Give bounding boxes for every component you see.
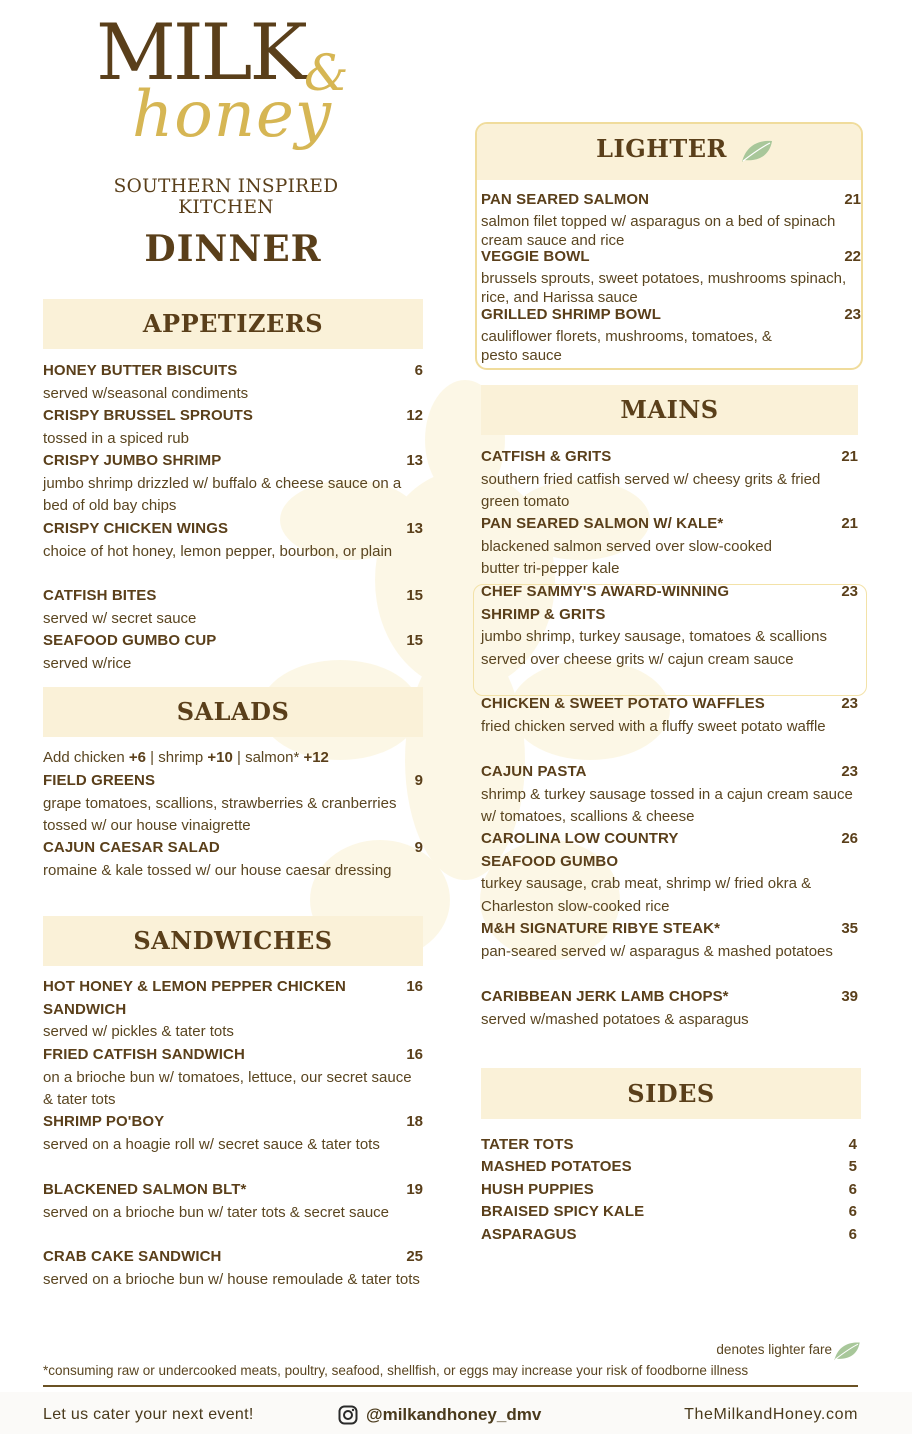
- item-price: 13: [406, 520, 423, 537]
- item-price: 6: [414, 362, 423, 379]
- menu-item: [481, 1156, 857, 1179]
- item-name: GRILLED SHRIMP BOWL: [481, 306, 661, 323]
- menu-title: DINNER: [144, 228, 322, 270]
- menu-item: [481, 761, 861, 829]
- item-desc: choice of hot honey, lemon pepper, bourbon, or plain: [43, 542, 393, 560]
- item-name: CATFISH BITES: [43, 587, 157, 604]
- item-name: CATFISH & GRITS: [481, 448, 612, 465]
- item-price: 23: [841, 763, 858, 780]
- lighter-title: LIGHTER: [596, 134, 727, 163]
- catering-text: Let us cater your next event!: [43, 1406, 254, 1423]
- item-desc: served w/seasonal condiments: [43, 384, 249, 402]
- website-link[interactable]: TheMilkandHoney.com: [684, 1406, 858, 1423]
- item-name: HUSH PUPPIES: [481, 1181, 594, 1198]
- menu-item: [43, 360, 423, 405]
- item-price: 26: [841, 830, 858, 847]
- item-name: CAROLINA LOW COUNTRY SEAFOOD GUMBO: [481, 830, 679, 870]
- logo-honey: honey: [132, 78, 332, 152]
- instagram-icon: [338, 1405, 358, 1425]
- item-price: 23: [841, 583, 858, 600]
- menu-item: [481, 1224, 857, 1247]
- menu-item: [43, 976, 423, 1044]
- item-desc: shrimp & turkey sausage tossed in a cajun cream sauce w/ tomatoes, scallions & cheese: [481, 785, 853, 825]
- item-desc: salmon filet topped w/ asparagus on a bed of spinach cream sauce and rice: [481, 212, 836, 249]
- item-name: ASPARAGUS: [481, 1226, 577, 1243]
- menu-item: [481, 189, 861, 251]
- salads-header: [43, 687, 423, 737]
- item-name: M&H SIGNATURE RIBYE STEAK*: [481, 920, 721, 937]
- appetizers-header: [43, 299, 423, 349]
- item-price: 23: [844, 306, 861, 323]
- addon-label: Add chicken: [43, 749, 129, 766]
- item-price: 4: [848, 1136, 857, 1153]
- item-desc: served w/mashed potatoes & asparagus: [481, 1010, 749, 1028]
- item-price: 5: [848, 1158, 857, 1175]
- item-desc: served w/rice: [43, 654, 132, 672]
- logo: [60, 8, 390, 218]
- sandwiches-title: SANDWICHES: [133, 926, 333, 955]
- menu-item: [481, 828, 861, 918]
- item-name: TATER TOTS: [481, 1136, 574, 1153]
- menu-item: [43, 1044, 423, 1112]
- menu-item: [481, 304, 861, 366]
- menu-item: [481, 1134, 857, 1157]
- logo-ampersand: &: [304, 44, 349, 102]
- item-desc: served on a hoagie roll w/ secret sauce & tater tots: [43, 1135, 380, 1153]
- sides-title: SIDES: [627, 1079, 715, 1108]
- leaf-icon: [832, 1340, 862, 1362]
- item-price: 16: [406, 978, 423, 995]
- item-name: CRISPY JUMBO SHRIMP: [43, 452, 222, 469]
- salads-title: SALADS: [176, 697, 290, 726]
- food-safety-disclaimer: *consuming raw or undercooked meats, poultry, seafood, shellfish, or eggs may increase your risk of foodborne illness: [43, 1363, 749, 1378]
- item-price: 21: [841, 448, 858, 465]
- menu-item: [43, 518, 423, 563]
- menu-item: [43, 630, 423, 675]
- logo-milk: MILK: [96, 8, 305, 98]
- item-desc: served w/ secret sauce: [43, 609, 197, 627]
- item-price: 9: [414, 772, 423, 789]
- instagram-handle[interactable]: [338, 1405, 541, 1425]
- salad-addons: [43, 747, 329, 770]
- item-desc: southern fried catfish served w/ cheesy grits & fried green tomato: [481, 470, 821, 510]
- menu-item: [43, 450, 423, 518]
- item-price: 13: [406, 452, 423, 469]
- menu-item: [43, 1111, 423, 1156]
- item-price: 16: [406, 1046, 423, 1063]
- item-desc: romaine & kale tossed w/ our house caesar dressing: [43, 861, 392, 879]
- item-price: 6: [848, 1181, 857, 1198]
- item-name: HONEY BUTTER BISCUITS: [43, 362, 238, 379]
- menu-item: [481, 1201, 857, 1224]
- menu-item: [481, 1179, 857, 1202]
- item-price: 12: [406, 407, 423, 424]
- menu-item: [43, 837, 423, 882]
- item-desc: brussels sprouts, sweet potatoes, mushrooms spinach, rice, and Harissa sauce: [481, 269, 847, 306]
- item-name: SHRIMP PO'BOY: [43, 1113, 165, 1130]
- item-price: 23: [841, 695, 858, 712]
- sandwiches-header: [43, 916, 423, 966]
- item-desc: jumbo shrimp drizzled w/ buffalo & cheese sauce on a bed of old bay chips: [43, 474, 402, 514]
- item-name: CRISPY CHICKEN WINGS: [43, 520, 229, 537]
- item-name: FIELD GREENS: [43, 772, 156, 789]
- addon-price: +12: [303, 749, 329, 766]
- leaf-icon: [740, 138, 774, 164]
- item-price: 25: [406, 1248, 423, 1265]
- menu-item: [481, 918, 861, 963]
- item-desc: served w/ pickles & tater tots: [43, 1023, 234, 1040]
- item-price: 15: [406, 587, 423, 604]
- mains-header: [481, 385, 858, 435]
- item-price: 6: [848, 1203, 857, 1220]
- item-name: MASHED POTATOES: [481, 1158, 632, 1175]
- item-price: 22: [844, 248, 861, 265]
- menu-item: [43, 1179, 423, 1224]
- addon-price: +10: [207, 749, 233, 766]
- mains-title: MAINS: [620, 395, 719, 424]
- instagram-label: @milkandhoney_dmv: [366, 1405, 542, 1424]
- footer-divider: [43, 1385, 858, 1387]
- item-price: 9: [414, 839, 423, 856]
- sides-header: [481, 1068, 861, 1119]
- item-price: 19: [406, 1181, 423, 1198]
- item-desc: grape tomatoes, scallions, strawberries & cranberries tossed w/ our house vinaigrette: [43, 794, 397, 834]
- item-name: VEGGIE BOWL: [481, 248, 590, 265]
- menu-item: [43, 770, 423, 838]
- menu-item: [43, 405, 423, 450]
- addon-label: | salmon*: [232, 749, 304, 766]
- menu-item: [481, 513, 861, 581]
- item-desc: served on a brioche bun w/ tater tots & secret sauce: [43, 1203, 390, 1221]
- item-desc: pan-seared served w/ asparagus & mashed potatoes: [481, 942, 833, 960]
- menu-item: [43, 1246, 423, 1291]
- item-desc: turkey sausage, crab meat, shrimp w/ fried okra & Charleston slow-cooked rice: [481, 875, 812, 915]
- menu-item: [481, 246, 861, 308]
- item-desc: cauliflower florets, mushrooms, tomatoes, & pesto sauce: [481, 327, 772, 364]
- item-desc: jumbo shrimp, turkey sausage, tomatoes & scallions served over cheese grits w/ cajun cream sauce: [481, 628, 827, 668]
- lighter-fare-note: denotes lighter fare: [716, 1342, 832, 1357]
- item-name: HOT HONEY & LEMON PEPPER CHICKEN SANDWICH: [43, 978, 346, 1018]
- menu-item: [481, 581, 861, 671]
- item-name: PAN SEARED SALMON: [481, 191, 650, 208]
- item-name: CRAB CAKE SANDWICH: [43, 1248, 222, 1265]
- item-name: CAJUN PASTA: [481, 763, 587, 780]
- menu-item: [43, 585, 423, 630]
- addon-label: | shrimp: [146, 749, 208, 766]
- item-desc: tossed in a spiced rub: [43, 429, 189, 447]
- item-desc: fried chicken served with a fluffy sweet potato waffle: [481, 717, 826, 735]
- item-name: BRAISED SPICY KALE: [481, 1203, 645, 1220]
- menu-item: [481, 986, 861, 1031]
- appetizers-title: APPETIZERS: [142, 309, 324, 338]
- logo-tagline: SOUTHERN INSPIRED KITCHEN: [113, 176, 339, 218]
- item-name: PAN SEARED SALMON W/ KALE*: [481, 515, 724, 532]
- item-desc: blackened salmon served over slow-cooked butter tri-pepper kale: [481, 537, 772, 577]
- item-price: 21: [844, 191, 861, 208]
- item-name: CRISPY BRUSSEL SPROUTS: [43, 407, 254, 424]
- item-desc: served on a brioche bun w/ house remoulade & tater tots: [43, 1270, 420, 1288]
- item-name: CAJUN CAESAR SALAD: [43, 839, 220, 856]
- item-price: 18: [406, 1113, 423, 1130]
- menu-item: [481, 693, 861, 738]
- menu-item: [481, 446, 861, 514]
- item-name: CARIBBEAN JERK LAMB CHOPS*: [481, 988, 729, 1005]
- item-name: CHICKEN & SWEET POTATO WAFFLES: [481, 695, 765, 712]
- item-name: CHEF SAMMY'S AWARD-WINNING SHRIMP & GRITS: [481, 583, 730, 623]
- item-price: 35: [841, 920, 858, 937]
- item-price: 39: [841, 988, 858, 1005]
- item-desc: on a brioche bun w/ tomatoes, lettuce, our secret sauce & tater tots: [43, 1068, 412, 1108]
- addon-price: +6: [128, 749, 146, 766]
- item-price: 21: [841, 515, 858, 532]
- item-name: FRIED CATFISH SANDWICH: [43, 1046, 245, 1063]
- item-name: SEAFOOD GUMBO CUP: [43, 632, 217, 649]
- item-name: BLACKENED SALMON BLT*: [43, 1181, 247, 1198]
- item-price: 6: [848, 1226, 857, 1243]
- item-price: 15: [406, 632, 423, 649]
